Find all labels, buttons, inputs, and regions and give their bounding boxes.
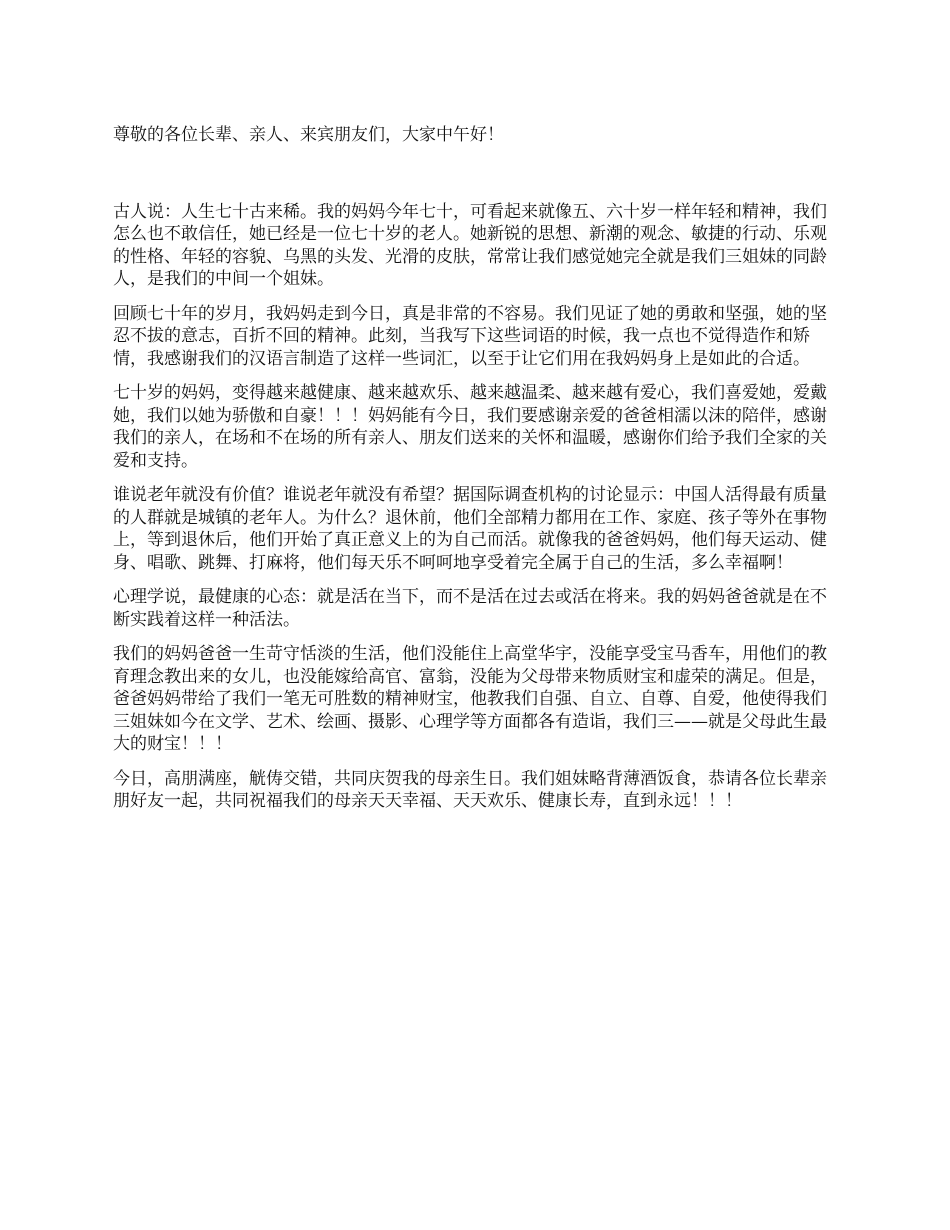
paragraph-4: 谁说老年就没有价值？谁说老年就没有希望？据国际调查机构的讨论显示：中国人活得最有质量的人群就是城镇的老年人。为什么？退休前，他们全部精力都用在工作、家庭、孩子等外在事物上，等到退休后，他们开始了真正意义上的为自己而活。就像我的爸爸妈妈，他们每天运动、健身、唱歌、跳舞、打麻将，他们每天乐不呵呵地享受着完全属于自己的生活，多么幸福啊！ — [113, 485, 827, 573]
document-body — [113, 124, 840, 825]
greeting-paragraph: 尊敬的各位长辈、亲人、来宾朋友们，大家中午好！ — [113, 125, 504, 145]
paragraph-3: 七十岁的妈妈，变得越来越健康、越来越欢乐、越来越温柔、越来越有爱心，我们喜爱她，爱戴她，我们以她为骄傲和自豪！！！妈妈能有今日，我们要感谢亲爱的爸爸相濡以沫的陪伴，感谢我们的亲人，在场和不在场的所有亲人、朋友们送来的关怀和温暖，感谢你们给予我们全家的关爱和支持。 — [113, 383, 827, 471]
paragraph-1: 古人说：人生七十古来稀。我的妈妈今年七十，可看起来就像五、六十岁一样年轻和精神，我们怎么也不敢信任，她已经是一位七十岁的老人。她新锐的思想、新潮的观念、敏捷的行动、乐观的性格、年轻的容貌、乌黑的头发、光滑的皮肤，常常让我们感觉她完全就是我们三姐妹的同龄人，是我们的中间一个姐妹。 — [113, 201, 827, 289]
paragraph-5: 心理学说，最健康的心态：就是活在当下，而不是活在过去或活在将来。我的妈妈爸爸就是在不断实践着这样一种活法。 — [113, 587, 827, 630]
paragraph-2: 回顾七十年的岁月，我妈妈走到今日，真是非常的不容易。我们见证了她的勇敢和坚强，她的坚忍不拔的意志，百折不回的精神。此刻，当我写下这些词语的时候，我一点也不觉得造作和矫情，我感谢我们的汉语言制造了这样一些词汇，以至于让它们用在我妈妈身上是如此的合适。 — [113, 303, 827, 369]
paragraph-6: 我们的妈妈爸爸一生苛守恬淡的生活，他们没能住上高堂华宇，没能享受宝马香车，用他们的教育理念教出来的女儿，也没能嫁给高官、富翁，没能为父母带来物质财宝和虚荣的满足。但是，爸爸妈妈带给了我们一笔无可胜数的精神财宝，他教我们自强、自立、自尊、自爱，他使得我们三姐妹如今在文学、艺术、绘画、摄影、心理学等方面都各有造诣，我们三——就是父母此生最大的财宝！！！ — [113, 644, 827, 754]
paragraph-7: 今日，高朋满座，觥俦交错，共同庆贺我的母亲生日。我们姐妹略背薄酒饭食，恭请各位长辈亲朋好友一起，共同祝福我们的母亲天天幸福、天天欢乐、健康长寿，直到永远！！！ — [113, 768, 827, 811]
